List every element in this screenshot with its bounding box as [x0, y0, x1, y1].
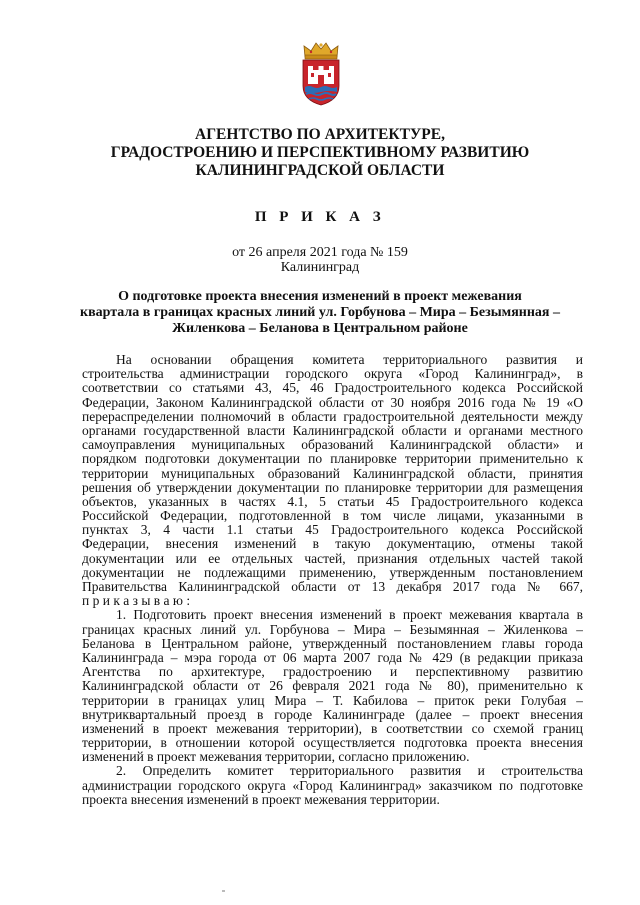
body-line: территории в границах улиц Мира – Т. Кабилова – приток реки Голубая –	[82, 693, 583, 708]
body-line: Российской Федерации, подготовленной в том числе лицами, указанными в	[82, 509, 583, 524]
body-line: 1. Подготовить проект внесения изменений в проект межевания квартала в	[116, 608, 583, 623]
body-line: документации не подлежащими применению, утвержденным постановлением	[82, 565, 583, 580]
body-line: документации или ее отдельных частей, признания отдельных частей такой	[82, 551, 583, 566]
body-line: органами государственной власти Калининградской области и органами местного	[82, 423, 583, 438]
body-line: соответствии со статьями 43, 45, 46 Градостроительного кодекса Российской	[82, 381, 583, 396]
subject-line: квартала в границах красных линий ул. Горбунова – Мира – Безымянная –	[80, 305, 560, 320]
body-line: Калининградской области от 26 февраля 2021 года № 80), применительно к	[82, 679, 583, 694]
body-line: строительства администрации городского округа «Город Калининград», в	[82, 367, 583, 382]
body-line: территории, в отношении которой осуществляется подготовка проекта внесения	[82, 736, 583, 751]
body-line: внутриквартальный проезд в городе Калининграде (далее – проект внесения	[82, 707, 583, 722]
body-line: Правительства Калининградской области от 13 декабря 2017 года № 667,	[82, 580, 583, 594]
body-line: Федерации, Законом Калининградской области от 30 ноября 2016 года № 19 «О	[82, 395, 583, 410]
body-line: перераспределении полномочий в области градостроительной деятельности между	[82, 409, 583, 424]
body-line: Беланова в Центральном районе, утвержденный постановлением главы города	[82, 636, 583, 651]
body-line: объектов, указанных в частях 4.1, 5 статьи 45 Градостроительного кодекса	[82, 494, 583, 509]
agency-line: ГРАДОСТРОЕНИЮ И ПЕРСПЕКТИВНОМУ РАЗВИТИЮ	[110, 144, 530, 161]
body-line: решения об утверждении документации по планировке территории для размещения	[82, 480, 583, 495]
order-city: Калининград	[280, 260, 360, 275]
body-line: самоуправления муниципальных образований Калининградской области» и	[82, 438, 583, 453]
body-line: Федерации, внесения изменений в такую документацию, отмены такой	[82, 537, 583, 552]
coat-of-arms-icon	[296, 40, 346, 106]
order-date-number: от 26 апреля 2021 года № 159	[232, 245, 408, 260]
body-line: изменений в проект межевания территории, согласно приложению.	[82, 749, 470, 765]
body-line: границах красных линий ул. Горбунова – Мира – Безымянная – Жиленкова –	[82, 622, 583, 637]
body-line: Калининграда – мэра города от 06 марта 2007 года № 429 (в редакции приказа	[82, 650, 583, 665]
body-line: проекта внесения изменений в проект межевания территории.	[82, 791, 440, 807]
agency-line: АГЕНТСТВО ПО АРХИТЕКТУРЕ,	[195, 126, 445, 143]
body-line-order-word: п р и к а з ы в а ю :	[82, 593, 191, 609]
body-line: изменений в проект межевания территории), в соответствии со схемой границ	[82, 721, 583, 736]
order-meta	[60, 245, 580, 275]
body-line: территории муниципальных образований Калининградской области, принятия	[82, 466, 583, 481]
subject-line: Жиленкова – Беланова в Центральном районе	[172, 321, 468, 336]
order-title: П Р И К А З	[254, 209, 386, 225]
body-line: порядком подготовки документации по планировке территории применительно к	[82, 452, 583, 467]
agency-name	[60, 126, 580, 180]
body-line: администрации городского округа «Город Калининград» заказчиком по подготовке	[82, 778, 583, 793]
agency-line: КАЛИНИНГРАДСКОЙ ОБЛАСТИ	[195, 162, 445, 179]
body-line: Агентства по архитектуре, градостроению и перспективному развитию	[82, 665, 583, 680]
scan-speck	[222, 890, 225, 892]
subject-line: О подготовке проекта внесения изменений в проект межевания	[118, 289, 522, 304]
body-line: 2. Определить комитет территориального развития и строительства	[116, 764, 583, 779]
order-subject	[60, 289, 580, 337]
body-line: пунктах 3, 4 части 1.1 статьи 45 Градостроительного кодекса Российской	[82, 523, 583, 538]
body-line: На основании обращения комитета территориального развития и	[116, 353, 583, 367]
order-body	[82, 353, 583, 807]
